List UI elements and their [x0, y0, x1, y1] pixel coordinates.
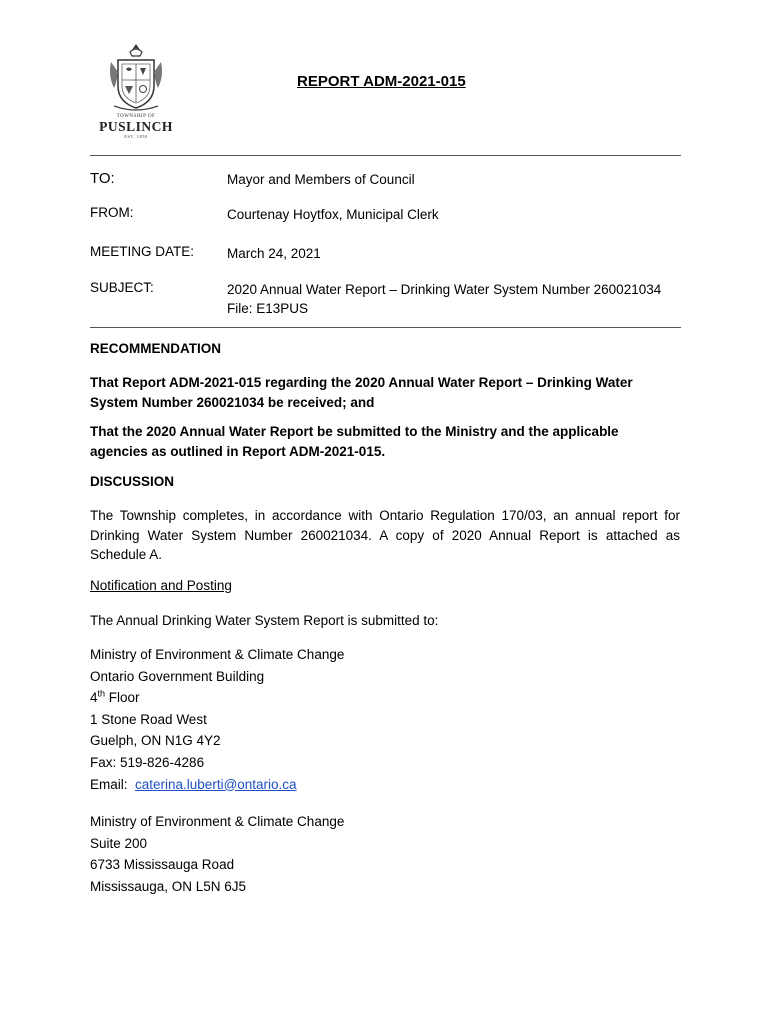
email-link[interactable]: caterina.luberti@ontario.ca: [135, 776, 297, 792]
logo-township-text: TOWNSHIP OF: [116, 114, 156, 119]
subject-line-1: 2020 Annual Water Report – Drinking Water System Number 260021034: [227, 282, 662, 297]
header-bottom-rule: [90, 327, 681, 328]
subject-file-line: File: E13PUS: [227, 301, 309, 316]
address-mississauga-line-1: Ministry of Environment & Climate Change: [90, 814, 345, 829]
meeting-date-value: March 24, 2021: [227, 246, 321, 261]
recommendation-heading: RECOMMENDATION: [90, 341, 221, 356]
from-label: FROM:: [90, 205, 134, 220]
address-mississauga-line-2: Suite 200: [90, 835, 148, 851]
recommendation-paragraph-2: That the 2020 Annual Water Report be submitted to the Ministry and the applicable agencies as outlined in Report ADM-2021-015.: [90, 424, 619, 459]
logo-name: PUSLINCH: [99, 119, 173, 134]
header-top-rule: [90, 155, 681, 156]
address-guelph-fax: Fax: 519-826-4286: [90, 754, 205, 770]
address-guelph-line-2: Ontario Government Building: [90, 668, 265, 684]
discussion-heading: DISCUSSION: [90, 474, 175, 489]
township-logo: [88, 42, 184, 148]
notification-subheading: Notification and Posting: [90, 578, 232, 593]
address-guelph-email-row: [90, 774, 680, 796]
subject-label: SUBJECT:: [90, 280, 154, 295]
recommendation-paragraph-1: That Report ADM-2021-015 regarding the 2020 Annual Water Report – Drinking Water System Number 260021034 be received; and: [90, 375, 633, 410]
to-label: TO:: [90, 170, 115, 187]
address-guelph-line-1: Ministry of Environment & Climate Change: [90, 647, 345, 662]
address-mississauga: [90, 811, 680, 897]
township-crest-icon: [106, 42, 166, 112]
address-guelph-line-5: Guelph, ON N1G 4Y2: [90, 733, 221, 749]
meeting-date-label: MEETING DATE:: [90, 244, 195, 259]
address-mississauga-line-4: Mississauga, ON L5N 6J5: [90, 878, 247, 894]
to-value: Mayor and Members of Council: [227, 172, 415, 187]
address-guelph-floor: 4th Floor: [90, 688, 140, 706]
subject-value: [227, 280, 661, 318]
logo-est: EST. 1850: [124, 134, 148, 139]
report-title: REPORT ADM-2021-015: [297, 73, 466, 90]
submitted-to-intro: The Annual Drinking Water System Report is submitted to:: [90, 613, 439, 628]
address-guelph: [90, 644, 680, 795]
discussion-paragraph: The Township completes, in accordance with Ontario Regulation 170/03, an annual report for Drinking Water System Number 260021034. A copy of 2020 Annual Report is attached as Schedule A.: [90, 508, 680, 562]
address-mississauga-line-3: 6733 Mississauga Road: [90, 857, 235, 873]
email-label: Email:: [90, 776, 136, 792]
address-guelph-line-4: 1 Stone Road West: [90, 711, 207, 727]
from-value: Courtenay Hoytfox, Municipal Clerk: [227, 207, 439, 222]
